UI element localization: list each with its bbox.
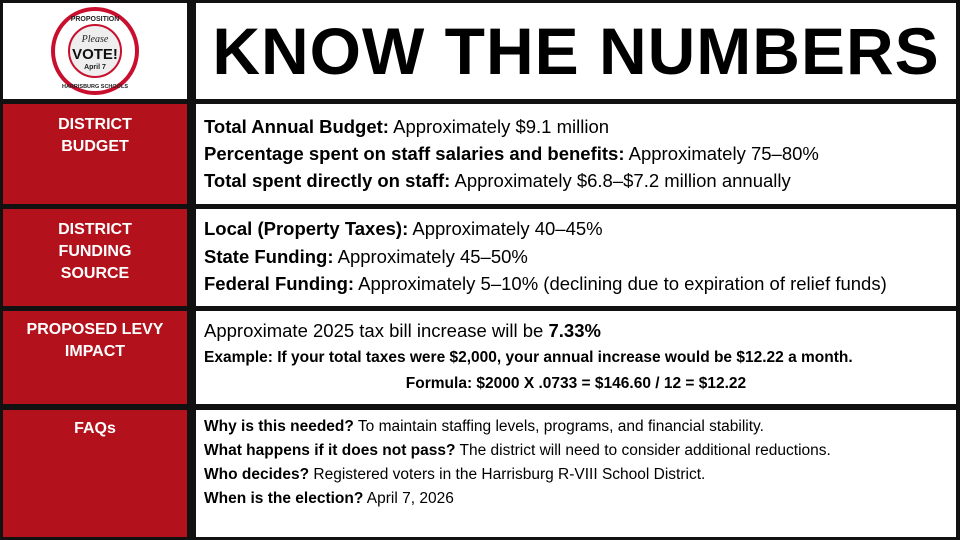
- section-label: FAQs: [74, 420, 116, 437]
- funding-line: State Funding: Approximately 45–50%: [204, 245, 528, 267]
- faqs-content: [196, 410, 956, 537]
- svg-text:Please: Please: [81, 34, 109, 45]
- faq-item: Why is this needed? To maintain staffing levels, programs, and financial stability.: [204, 418, 764, 435]
- faq-item: Who decides? Registered voters in the Harrisburg R-VIII School District.: [204, 466, 706, 483]
- section-label: DISTRICT FUNDING SOURCE: [58, 221, 132, 282]
- levy-content: [196, 311, 956, 404]
- label-district-budget: [3, 104, 187, 204]
- svg-text:VOTE!: VOTE!: [72, 46, 118, 63]
- funding-line: Local (Property Taxes): Approximately 40–45%: [204, 218, 603, 239]
- district-budget-content: [196, 104, 956, 204]
- page-title: KNOW THE NUMBERS: [196, 3, 956, 99]
- budget-line: Total Annual Budget: Approximately $9.1 million: [204, 116, 610, 137]
- faq-item: When is the election? April 7, 2026: [204, 490, 454, 507]
- levy-formula: Formula: $2000 X .0733 = $146.60 / 12 = $12.22: [405, 375, 747, 392]
- logo-cell: [3, 3, 187, 99]
- funding-line: Federal Funding: Approximately 5–10% (declining due to expiration of relief funds): [204, 273, 887, 294]
- label-faqs: [3, 410, 187, 537]
- section-label: DISTRICT BUDGET: [58, 116, 132, 155]
- please-vote-logo: [50, 6, 140, 96]
- svg-text:PROPOSITION: PROPOSITION: [70, 16, 120, 23]
- levy-headline: Approximate 2025 tax bill increase will be 7.33%: [204, 320, 601, 341]
- section-label: PROPOSED LEVY IMPACT: [26, 321, 164, 360]
- levy-example: Example: If your total taxes were $2,000, your annual increase would be $12.22 a month.: [204, 349, 853, 366]
- funding-content: [196, 209, 956, 306]
- label-funding-source: [3, 209, 187, 306]
- svg-text:April 7: April 7: [84, 64, 106, 71]
- budget-line: Total spent directly on staff: Approximately $6.8–$7.2 million annually: [204, 170, 791, 191]
- faq-item: What happens if it does not pass? The district will need to consider additional reductions.: [204, 442, 831, 459]
- svg-text:HARRISBURG SCHOOLS: HARRISBURG SCHOOLS: [61, 84, 129, 90]
- label-levy-impact: [3, 311, 187, 404]
- budget-line: Percentage spent on staff salaries and benefits: Approximately 75–80%: [204, 143, 819, 164]
